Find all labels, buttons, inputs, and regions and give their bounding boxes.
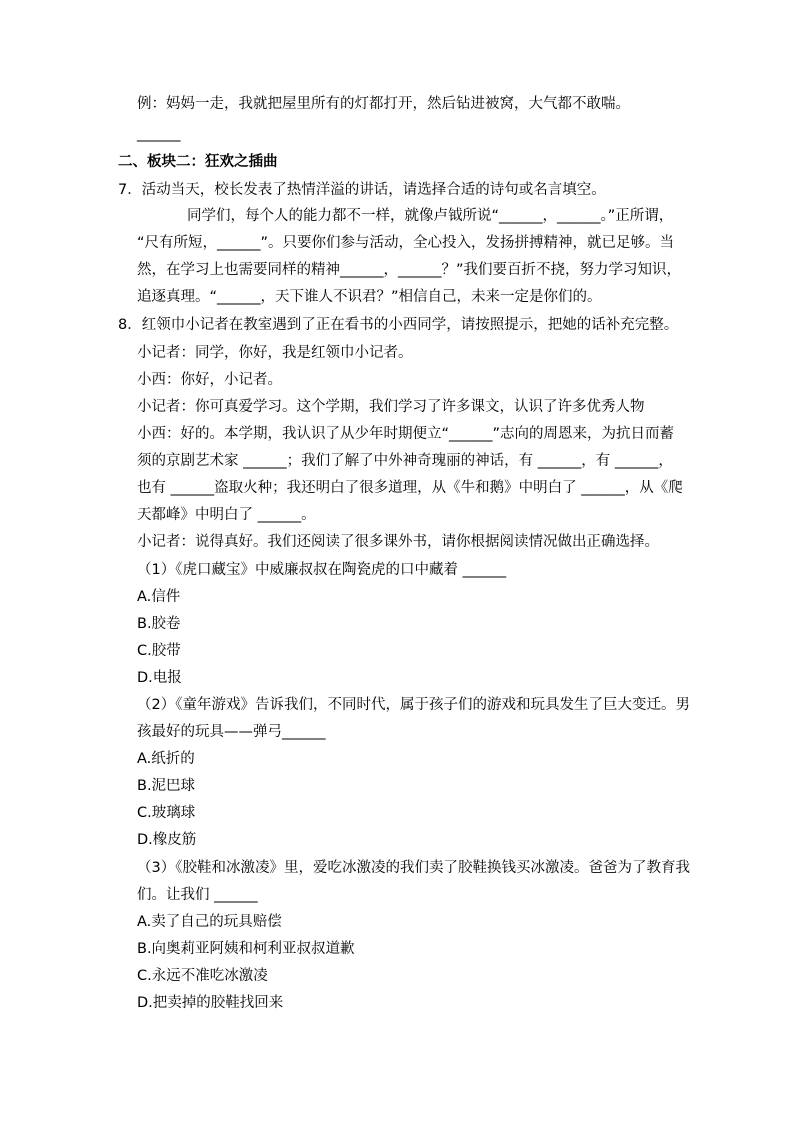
dialogue-line: 小记者：说得真好。我们还阅读了很多课外书，请你根据阅读情况做出正确选择。 xyxy=(137,534,659,550)
question-7-passage-line: 同学们，每个人的能力都不一样，就像卢钺所说“______，______。”正所谓， xyxy=(187,208,674,224)
subquestion-3-stem: 们。让我们 ______ xyxy=(137,887,258,903)
option-b: B.向奥莉亚阿姨和柯利亚叔叔道歉 xyxy=(137,941,355,957)
option-d: D.橡皮筋 xyxy=(137,832,197,848)
dialogue-line: 小记者：你可真爱学习。这个学期，我们学习了许多课文，认识了许多优秀人物 xyxy=(137,399,645,415)
question-7-passage-line: 然，在学习上也需要同样的精神______，______？”我们要百折不挠，努力学习知识， xyxy=(137,262,682,278)
option-a: A.信件 xyxy=(137,589,181,605)
dialogue-line: 也有 ______盗取火种；我还明白了很多道理，从《牛和鹅》中明白了 ______，从《爬 xyxy=(137,480,683,496)
option-c: C.玻璃球 xyxy=(137,805,196,821)
dialogue-line: 小西：你好，小记者。 xyxy=(137,372,282,388)
subquestion-1-stem: （1）《虎口藏宝》中威廉叔叔在陶瓷虎的口中藏着 ______ xyxy=(137,562,507,578)
dialogue-line: 须的京剧艺术家 ______；我们了解了中外神奇瑰丽的神话，有 ______，有 ______， xyxy=(137,453,673,469)
option-c: C.永远不准吃冰激凌 xyxy=(137,968,268,984)
question-7-passage-line: “尺有所短，______”。只要你们参与活动，全心投入，发扬拼搏精神，就已足够。当 xyxy=(137,235,675,251)
example-answer-blank: ______ xyxy=(137,126,181,142)
subquestion-2-stem: 孩最好的玩具——弹弓______ xyxy=(137,724,326,740)
option-a: A.卖了自己的玩具赔偿 xyxy=(137,914,282,930)
dialogue-line: 小记者：同学，你好，我是红领巾小记者。 xyxy=(137,345,413,361)
option-d: D.电报 xyxy=(137,670,182,686)
question-8-stem: 8．红领巾小记者在教室遇到了正在看书的小西同学，请按照提示，把她的话补充完整。 xyxy=(118,317,679,333)
question-7-stem: 7．活动当天，校长发表了热情洋溢的讲话，请选择合适的诗句或名言填空。 xyxy=(118,182,606,198)
option-c: C.胶带 xyxy=(137,643,181,659)
subquestion-2-stem: （2）《童年游戏》告诉我们，不同时代，属于孩子们的游戏和玩具发生了巨大变迁。男 xyxy=(137,697,690,713)
option-a: A.纸折的 xyxy=(137,751,195,767)
dialogue-line: 天都峰》中明白了 ______。 xyxy=(137,507,316,523)
option-b: B.泥巴球 xyxy=(137,778,196,794)
subquestion-3-stem: （3）《胶鞋和冰激凌》里，爱吃冰激凌的我们卖了胶鞋换钱买冰激凌。爸爸为了教育我 xyxy=(137,860,690,876)
dialogue-line: 小西：好的。本学期，我认识了从少年时期便立“______”志向的周恩来，为抗日而蓄 xyxy=(137,426,675,442)
option-b: B.胶卷 xyxy=(137,616,181,632)
section-title: 二、板块二：狂欢之插曲 xyxy=(118,154,278,170)
example-line: 例：妈妈一走，我就把屋里所有的灯都打开，然后钻进被窝，大气都不敢喘。 xyxy=(137,96,630,112)
option-d: D.把卖掉的胶鞋找回来 xyxy=(137,995,284,1011)
question-7-passage-line: 追逐真理。“______，天下谁人不识君？”相信自己，未来一定是你们的。 xyxy=(137,289,602,305)
